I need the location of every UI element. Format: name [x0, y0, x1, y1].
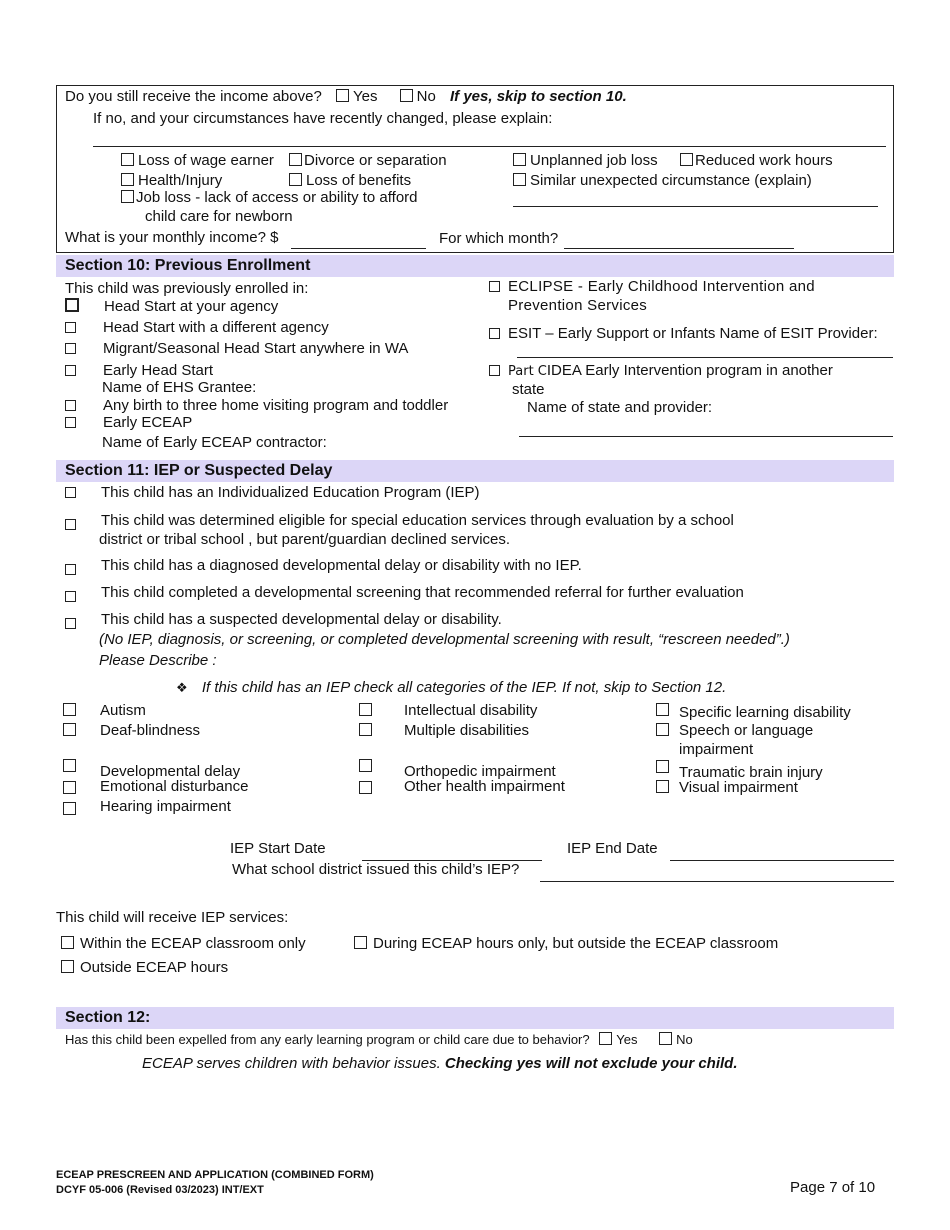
iep-item[interactable] — [65, 484, 480, 501]
option-label: Other health impairment — [404, 778, 565, 795]
explain-line[interactable] — [93, 146, 886, 147]
option-label: Specific learning disability — [679, 704, 851, 721]
option-health-injury[interactable] — [121, 172, 222, 189]
checkbox[interactable] — [359, 781, 372, 794]
checkbox[interactable] — [489, 281, 500, 292]
income-no-label: No — [416, 88, 436, 105]
option-label: Emotional disturbance — [100, 778, 249, 795]
option-label: ESIT – Early Support or Infants Name of ESIT Provider: — [508, 325, 878, 342]
checkbox[interactable] — [65, 417, 76, 428]
services-intro: This child will receive IEP services: — [56, 909, 289, 926]
month-field[interactable] — [564, 248, 794, 249]
checkbox[interactable] — [121, 190, 134, 203]
option-label: Job loss - lack of access or ability to afford — [136, 189, 418, 206]
option-label: This child was determined eligible for special education services through evaluation by a school — [101, 512, 734, 529]
checkbox[interactable] — [65, 400, 76, 411]
cat-deaf-blindness[interactable] — [63, 722, 200, 739]
expelled-question: Has this child been expelled from any early learning program or child care due to behavior? — [65, 1032, 590, 1047]
option-reduced-hours[interactable] — [680, 152, 833, 169]
checkbox[interactable] — [65, 591, 76, 602]
option-label: Intellectual disability — [404, 702, 538, 719]
option-label: Loss of wage earner — [138, 152, 274, 169]
checkbox[interactable] — [289, 153, 302, 166]
expelled-question-row — [65, 1032, 693, 1047]
footer-form-id: DCYF 05-006 (Revised 03/2023) INT/EXT — [56, 1184, 264, 1196]
behavior-note — [142, 1055, 738, 1072]
district-question: What school district issued this child’s IEP? — [232, 861, 520, 878]
cat-hearing[interactable] — [63, 798, 231, 815]
behavior-note-plain: ECEAP serves children with behavior issues. — [142, 1055, 445, 1072]
expelled-no-checkbox[interactable] — [659, 1032, 672, 1045]
eceap-contractor-label: Name of Early ECEAP contractor: — [102, 434, 327, 451]
option-label: Unplanned job loss — [530, 152, 658, 169]
option-label: This child has an Individualized Education Program (IEP) — [101, 484, 480, 501]
service-during[interactable] — [354, 935, 778, 952]
cat-autism[interactable] — [63, 702, 146, 719]
option-label: Head Start with a different agency — [103, 319, 329, 336]
checkbox[interactable] — [359, 723, 372, 736]
checkbox[interactable] — [656, 780, 669, 793]
cat-specific-learning[interactable] — [656, 703, 851, 721]
service-outside[interactable] — [61, 959, 228, 976]
income-question: Do you still receive the income above? — [65, 88, 322, 105]
cat-speech[interactable] — [656, 722, 813, 739]
partc-line2: state — [512, 381, 545, 398]
checkbox[interactable] — [65, 298, 79, 312]
ehs-grantee-label: Name of EHS Grantee: — [102, 379, 257, 396]
option-loss-benefits[interactable] — [289, 172, 411, 189]
section12-title: Section 12: — [65, 1009, 151, 1026]
option-label: Outside ECEAP hours — [80, 959, 229, 976]
prev-eclipse[interactable] — [489, 278, 815, 295]
option-job-loss-childcare-line2: child care for newborn — [145, 208, 293, 225]
option-label: Loss of benefits — [306, 172, 412, 189]
checkbox[interactable] — [354, 936, 367, 949]
monthly-income-label: What is your monthly income? $ — [65, 229, 279, 246]
option-label: Early Head Start — [103, 362, 214, 379]
monthly-income-field[interactable] — [291, 248, 426, 249]
iep-note-text: If this child has an IEP check all categories of the IEP. If not, skip to Section 12. — [201, 679, 727, 696]
section11-header — [56, 460, 894, 482]
checkbox[interactable] — [656, 723, 669, 736]
skip-note: If yes, skip to section 10. — [450, 88, 627, 105]
checkbox[interactable] — [63, 759, 76, 772]
diagnosed-item[interactable] — [65, 557, 582, 575]
checkbox[interactable] — [359, 759, 372, 772]
expelled-yes-checkbox[interactable] — [599, 1032, 612, 1045]
option-label: IDEA Early Intervention program in another — [546, 362, 833, 379]
cat-emotional[interactable] — [63, 778, 248, 795]
option-label: Visual impairment — [679, 779, 798, 796]
option-label: Migrant/Seasonal Head Start anywhere in WA — [103, 340, 409, 357]
section10-header — [56, 255, 894, 277]
checkbox[interactable] — [513, 153, 526, 166]
state-provider-field[interactable] — [519, 436, 893, 437]
prev-migrant[interactable] — [65, 340, 408, 357]
section11-title: Section 11: IEP or Suspected Delay — [65, 462, 333, 479]
cat-orthopedic[interactable] — [359, 759, 556, 780]
checkbox[interactable] — [65, 343, 76, 354]
checkbox[interactable] — [65, 487, 76, 498]
option-job-loss-childcare[interactable] — [121, 189, 418, 206]
state-provider-label: Name of state and provider: — [527, 399, 713, 416]
cat-developmental-delay[interactable] — [63, 759, 240, 780]
describe-label: Please Describe : — [99, 652, 217, 669]
option-label: Any birth to three home visiting program and toddler — [103, 397, 449, 414]
expelled-yes-label: Yes — [616, 1032, 638, 1047]
option-label: Similar unexpected circumstance (explain) — [530, 172, 812, 189]
option-label: Speech or language — [679, 722, 814, 739]
partc-prefix: Part C — [508, 364, 547, 379]
footer-form-title: ECEAP PRESCREEN AND APPLICATION (COMBINED FORM) — [56, 1169, 374, 1181]
option-label: During ECEAP hours only, but outside the ECEAP classroom — [373, 935, 779, 952]
similar-explain-line[interactable] — [513, 206, 878, 207]
option-label: Traumatic brain injury — [679, 764, 823, 781]
income-question-row — [65, 88, 627, 105]
option-divorce[interactable] — [289, 152, 447, 169]
checkbox[interactable] — [359, 703, 372, 716]
service-within[interactable] — [61, 935, 306, 952]
checkbox[interactable] — [289, 173, 302, 186]
option-label: Health/Injury — [138, 172, 223, 189]
checkbox[interactable] — [489, 328, 500, 339]
option-label: Hearing impairment — [100, 798, 231, 815]
prev-early-eceap[interactable] — [65, 414, 192, 431]
option-label: This child has a diagnosed developmental delay or disability with no IEP. — [101, 557, 582, 574]
checkbox[interactable] — [489, 365, 500, 376]
suspected-item[interactable] — [65, 611, 502, 629]
checkbox[interactable] — [121, 153, 134, 166]
income-yes-label: Yes — [352, 88, 378, 105]
district-field[interactable] — [540, 881, 894, 882]
option-label: Divorce or separation — [304, 152, 447, 169]
option-label: Reduced work hours — [695, 152, 833, 169]
screening-item[interactable] — [65, 584, 744, 602]
option-label: Head Start at your agency — [104, 298, 279, 315]
eligible-item[interactable] — [65, 512, 734, 530]
checkbox[interactable] — [65, 618, 76, 629]
income-no-checkbox[interactable] — [400, 89, 413, 102]
option-similar[interactable] — [513, 172, 812, 189]
prev-hs-agency[interactable] — [65, 298, 278, 315]
checkbox[interactable] — [63, 703, 76, 716]
month-label: For which month? — [439, 230, 559, 247]
checkbox[interactable] — [61, 936, 74, 949]
checkbox[interactable] — [65, 564, 76, 575]
prev-esit[interactable] — [489, 325, 878, 342]
behavior-note-bold: Checking yes will not exclude your child. — [444, 1055, 738, 1072]
checkbox[interactable] — [65, 519, 76, 530]
option-loss-wage[interactable] — [121, 152, 274, 169]
checkbox[interactable] — [656, 760, 669, 773]
option-label: Early ECEAP — [103, 414, 193, 431]
checkbox[interactable] — [513, 173, 526, 186]
cat-speech-line2: impairment — [679, 741, 754, 758]
option-label: Within the ECEAP classroom only — [80, 935, 306, 952]
option-label: Multiple disabilities — [404, 722, 530, 739]
prev-hs-different[interactable] — [65, 319, 329, 336]
iep-start-label: IEP Start Date — [230, 840, 326, 857]
prev-ehs[interactable] — [65, 362, 213, 379]
explain-prompt: If no, and your circumstances have recently changed, please explain: — [93, 110, 553, 127]
checkbox[interactable] — [63, 723, 76, 736]
eclipse-line2: Prevention Services — [508, 297, 648, 314]
eligible-line2: district or tribal school , but parent/guardian declined services. — [99, 531, 511, 548]
prev-home-visiting[interactable] — [65, 397, 448, 414]
option-label: ECLIPSE - Early Childhood Intervention and — [508, 278, 815, 295]
checkbox[interactable] — [63, 802, 76, 815]
option-label: Orthopedic impairment — [404, 763, 556, 780]
cat-visual[interactable] — [656, 779, 798, 796]
checkbox[interactable] — [680, 153, 693, 166]
page-number: Page 7 of 10 — [790, 1179, 876, 1196]
option-label: Developmental delay — [100, 763, 241, 780]
cat-multiple[interactable] — [359, 722, 529, 739]
prev-partc[interactable] — [489, 362, 833, 379]
checkbox[interactable] — [65, 322, 76, 333]
expelled-no-label: No — [676, 1032, 693, 1047]
cat-tbi[interactable] — [656, 760, 823, 781]
option-label: Deaf-blindness — [100, 722, 201, 739]
option-label: Autism — [100, 702, 146, 719]
suspected-note: (No IEP, diagnosis, or screening, or completed developmental screening with result, “rescreen needed”.) — [99, 631, 790, 648]
section10-intro: This child was previously enrolled in: — [65, 280, 309, 297]
option-label: This child has a suspected developmental delay or disability. — [101, 611, 502, 628]
income-yes-checkbox[interactable] — [336, 89, 349, 102]
esit-provider-field[interactable] — [517, 357, 893, 358]
option-unplanned-job-loss[interactable] — [513, 152, 658, 169]
checkbox[interactable] — [656, 703, 669, 716]
iep-end-label: IEP End Date — [567, 840, 658, 857]
option-label: This child completed a developmental screening that recommended referral for further evaluation — [101, 584, 744, 601]
iep-note — [176, 679, 726, 696]
diamond-bullet-icon: ❖ — [176, 680, 188, 695]
checkbox[interactable] — [63, 781, 76, 794]
cat-intellectual[interactable] — [359, 702, 537, 719]
iep-end-field[interactable] — [670, 860, 894, 861]
section12-header — [56, 1007, 894, 1029]
cat-other-health[interactable] — [359, 778, 565, 795]
checkbox[interactable] — [61, 960, 74, 973]
checkbox[interactable] — [65, 365, 76, 376]
section10-title: Section 10: Previous Enrollment — [65, 257, 311, 274]
checkbox[interactable] — [121, 173, 134, 186]
